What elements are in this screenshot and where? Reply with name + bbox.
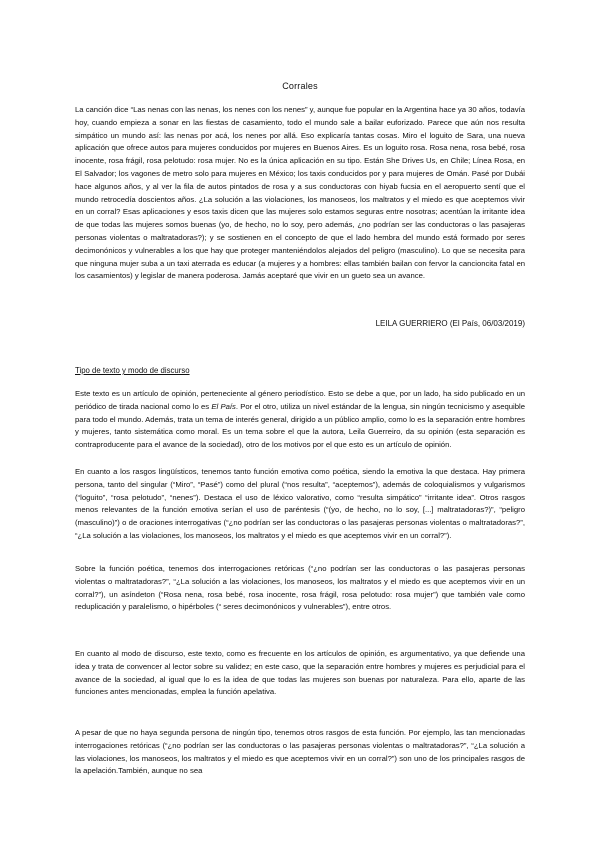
- analysis-paragraph-genre: [75, 388, 525, 452]
- article-title: Corrales: [282, 81, 318, 91]
- newspaper-name: El País: [211, 401, 236, 411]
- article-signature: LEILA GUERRIERO (El País, 06/03/2019): [375, 319, 525, 328]
- article-paragraph: La canción dice “Las nenas con las nenas, los nenes con los nenes” y, aunque fue popular en la Argentina hace ya 30 años, todavía hoy, cuando empieza a sonar en las fiestas de casamiento, todo el mundo sale a bailar euforizado. Parece que aún nos resulta simpático un mundo así: las nenas por acá, los nenes por allá. Eso explicaría tantas cosas. Miro el loguito de Sara, una nueva aplicación que ofrece autos para mujeres conducidos por mujeres en Buenos Aires. Es un loguito rosa. Rosa nena, rosa bebé, rosa inocente, rosa frágil, rosa pelotudo: rosa mujer. No es la única aplicación en su tipo. Están She Drives Us, en Chile; Línea Rosa, en El Salvador; los vagones de metro solo para mujeres en México; los taxis conducidos por y para mujeres de Omán. Pasé por Dubái hace algunos años, y al ver la fila de autos pintados de rosa y a sus conductoras con hiyab fucsia en el aeropuerto sentí que el mundo retrocedía doscientos años. ¿La solución a las violaciones, los manoseos, los maltratos y el miedo es que aceptemos vivir en un corral? Esas aplicaciones y esos taxis dicen que las mujeres solo estamos seguras entre nosotras; acentúan la irritante idea de que todas las mujeres somos buenas (yo, de hecho, no lo soy, pero además, ¿no podrían ser las conductoras o las pasajeras personas violentas o maltratadoras?); y se sostienen en el concepto de que el lado hembra del mundo está formado por seres decimonónicos y vulnerables a los que hay que proteger manteniéndolos alejados del peligro (masculino). Lo que se necesita para que ninguna mujer suba a un taxi aterrada es educar (a mujeres y a hombres: ellas también bailan con fervor la cancioncita fatal en los casamientos) y legislar de manera poderosa. Jamás aceptaré que vivir en un gueto sea un avance.: [75, 105, 525, 281]
- analysis-paragraph-discourse: En cuanto al modo de discurso, este texto, como es frecuente en los artículos de opinión, es argumentativo, ya que defiende una idea y trata de convencer al lector sobre su validez; en este caso, que la separación entre hombres y mujeres es perjudicial para el avance de la sociedad, al igual que lo es la idea de que todas las mujeres son buenas por naturaleza. Para ello, aparte de las funciones antes mencionadas, emplea la función apelativa.: [75, 649, 525, 697]
- analysis-text: Este texto es un artículo de opinión, perteneciente al género periodístico. Esto se debe a que, por un lado, ha sido publicado en un periódico de tirada nacional como lo es: [75, 389, 525, 411]
- section-heading: Tipo de texto y modo de discurso: [75, 366, 190, 375]
- analysis-paragraph-emotive: En cuanto a los rasgos lingüísticos, tenemos tanto función emotiva como poética, siendo la emotiva la que destaca. Hay primera persona, tanto del singular (“Miro”, “Pasé”) como del plural (“nos resulta”, “aceptemos”), además de coloquialismos y vulgarismos (“loguito”, “rosa pelotudo”, “nenes”). Destaca el uso de léxico valorativo, como “resulta simpático” “irritante idea”. Otros rasgos menos relevantes de la función emotiva serían el uso de paréntesis (“(yo, de hecho, no lo soy, [...] maltratadoras?)”, “peligro (masculino)”) o de oraciones interrogativas (“¿no podrían ser las conductoras o las pasajeras personas violentas o maltratadoras?”, “¿La solución a las violaciones, los manoseos, los maltratos y el miedo es que aceptemos vivir en un corral?”).: [75, 467, 525, 540]
- analysis-text: . Por el otro, utiliza un nivel estándar de la lengua, sin ningún tecnicismo y asequible para todo el mundo. Además, trata un tema de interés general, dirigido a un público amplio, como lo es la separación entre hombres y mujeres, tanto sistemática como moral. Es un tema sobre el que la autora, Leila Guerreiro, da su opinión (esta separación es contraproducente para el avance de la sociedad), otro de los motivos por el que esto es un artículo de opinión.: [75, 401, 526, 450]
- analysis-paragraph-poetic: Sobre la función poética, tenemos dos interrogaciones retóricas (“¿no podrían ser las conductoras o las pasajeras personas violentas o maltratadoras?”, “¿La solución a las violaciones, los manoseos, los maltratos y el miedo es que aceptemos vivir en un corral?”), un asíndeton (“Rosa nena, rosa bebé, rosa inocente, rosa frágil, rosa pelotudo: rosa mujer”) que también vale como reduplicación y paralelismo, o hipérboles (“ seres decimonónicos y vulnerables”), entre otros.: [75, 564, 525, 612]
- analysis-paragraph-appellative: A pesar de que no haya segunda persona de ningún tipo, tenemos otros rasgos de esta función. Por ejemplo, las tan mencionadas interrogaciones retóricas (“¿no podrían ser las conductoras o las pasajeras personas violentas o maltratadoras?”, “¿La solución a las violaciones, los manoseos, los maltratos y el miedo es que aceptemos vivir en un corral?”) son uno de los principales rasgos de la apelación.También, aunque no sea: [75, 728, 525, 776]
